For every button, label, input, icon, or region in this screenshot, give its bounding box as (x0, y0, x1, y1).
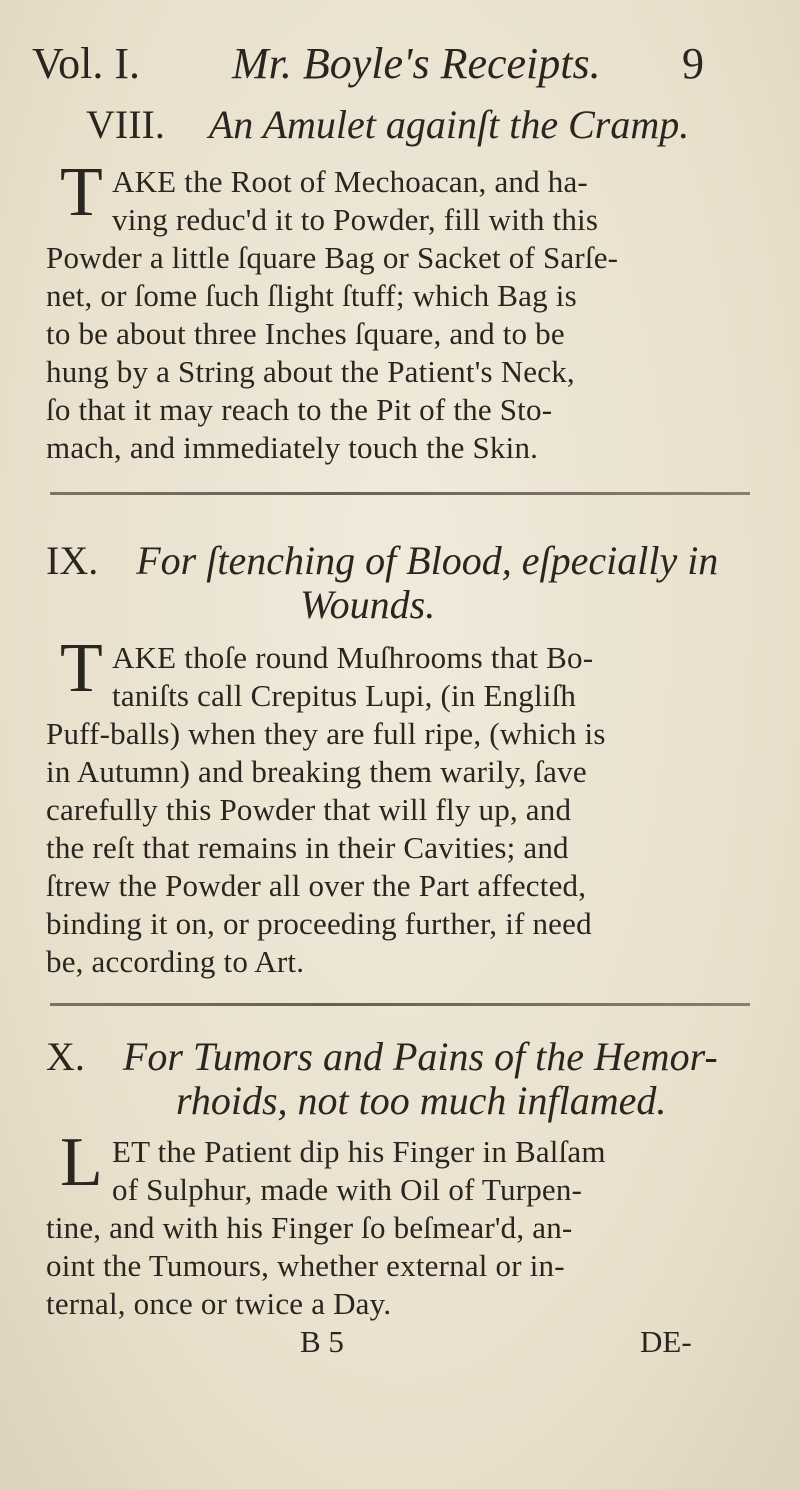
volume-label: Vol. I. (32, 39, 140, 88)
section-title-continued: Wounds. (300, 582, 436, 627)
section-divider (50, 1003, 750, 1006)
running-title: Mr. Boyle's Receipts. (232, 39, 601, 88)
text-line: binding it on, or proceeding further, if need (46, 906, 592, 941)
text-line: of Sulphur, made with Oil of Turpen- (112, 1172, 583, 1207)
text-line: in Autumn) and breaking them warily, ſave (46, 754, 587, 789)
text-line: ving reduc'd it to Powder, fill with this (112, 202, 599, 237)
text-line: tine, and with his Finger ſo beſmear'd, an- (46, 1210, 573, 1245)
section-heading (86, 102, 689, 148)
drop-cap: T (60, 154, 103, 231)
text-line: AKE the Root of Mechoacan, and ha- (112, 164, 588, 199)
text-line: the reſt that remains in their Cavities; and (46, 830, 569, 865)
page-number: 9 (682, 39, 704, 88)
section-divider (50, 492, 750, 495)
text-line: hung by a String about the Patient's Neck, (46, 354, 575, 389)
text-line: to be about three Inches ſquare, and to be (46, 316, 565, 351)
section-title-continued: rhoids, not too much inflamed. (176, 1078, 667, 1123)
text-line: oint the Tumours, whether external or in- (46, 1248, 565, 1283)
text-line: ternal, once or twice a Day. (46, 1286, 392, 1321)
text-line: mach, and immediately touch the Skin. (46, 430, 539, 465)
section-heading (46, 538, 718, 584)
text-line: carefully this Powder that will fly up, and (46, 792, 572, 827)
section-number: X. (46, 1034, 85, 1079)
text-line: ET the Patient dip his Finger in Balſam (112, 1134, 606, 1169)
text-line: be, according to Art. (46, 944, 305, 979)
section-heading (46, 1034, 718, 1080)
text-line: taniſts call Crepitus Lupi, (in Engliſh (112, 678, 577, 713)
drop-cap: T (60, 630, 103, 707)
signature-mark: B 5 (300, 1324, 344, 1359)
section-title: An Amulet againſt the Cramp. (208, 102, 690, 147)
drop-cap: L (60, 1124, 103, 1201)
section-number: IX. (46, 538, 99, 583)
text-line: net, or ſome ſuch ſlight ſtuff; which Bag is (46, 278, 577, 313)
text-line: AKE thoſe round Muſhrooms that Bo- (112, 640, 594, 675)
text-line: Puff-balls) when they are full ripe, (which is (46, 716, 606, 751)
section-number: VIII. (86, 102, 165, 147)
text-line: Powder a little ſquare Bag or Sacket of Sarſe- (46, 240, 619, 275)
text-line: ſo that it may reach to the Pit of the Sto- (46, 392, 553, 427)
text-line: ſtrew the Powder all over the Part affected, (46, 868, 587, 903)
catchword: DE- (640, 1324, 692, 1359)
running-header (32, 38, 732, 90)
section-title: For Tumors and Pains of the Hemor- (122, 1034, 718, 1079)
section-title: For ſtenching of Blood, eſpecially in (136, 538, 719, 583)
